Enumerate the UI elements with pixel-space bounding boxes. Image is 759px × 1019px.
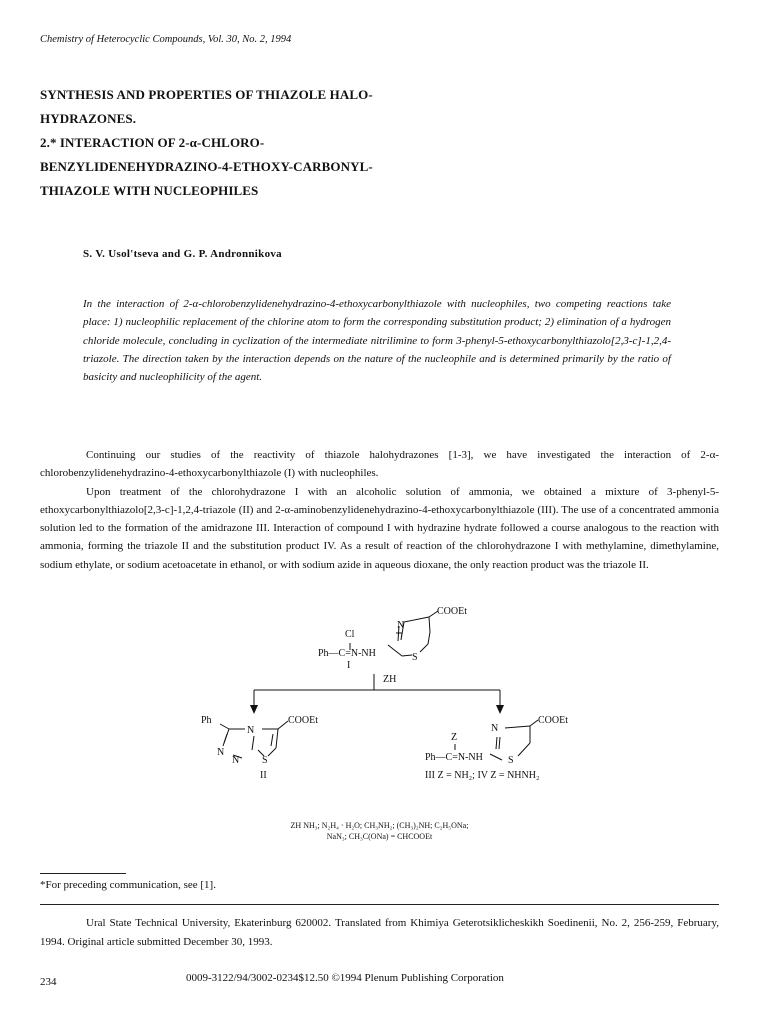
article-title <box>40 83 600 203</box>
n-atom: N <box>491 723 499 734</box>
compound-label-I: I <box>347 660 351 671</box>
cooet-label: COOEt <box>288 715 318 726</box>
arrow-head-left <box>250 705 258 714</box>
paragraph: Upon treatment of the chlorohydrazone I with an alcoholic solution of ammonia, we obtained a mixture of 3-phenyl-5-ethoxycarbonylthiazolo[2,3-c]-1,2,4-triazole (II) and 2-α-aminobenzylidenehydrazino-4-ethoxycarbonylthiazole (III). The use of a concentrated ammonia solution led to the formation of the amidrazone III. Interaction of compound I with hydrazine hydrate followed a course analogous to the reaction with ammonia, forming the triazole II and the substitution product IV. As a result of reaction of the chlorohydrazone I with methylamine, dimethylamine, sodium ethylate, or sodium acetoacetate in ethanol, or with sodium azide in aqueous dioxane, the only reaction product was the triazole II. <box>40 485 719 571</box>
copyright-line: 0009-3122/94/3002-0234$12.50 ©1994 Plenum Publishing Corporation <box>186 972 504 984</box>
n-atom: N <box>397 620 405 631</box>
body-text <box>40 446 719 574</box>
title-line: HYDRAZONES. <box>40 111 137 126</box>
abstract: In the interaction of 2-α-chlorobenzylidenehydrazino-4-ethoxycarbonylthiazole with nucleophiles, two competing reactions take place: 1) nucleophilic replacement of the chlorine atom to form the corresponding substitution product; 2) elimination of a hydrogen chloride molecule, concluding in cyclization of the intermediate nitrilimine to form 3-phenyl-5-ethoxycarbonylthiazolo[2,3-c]-1,2,4-triazole. The direction taken by the interaction depends on the nature of the nucleophile and is determined primarily by the ratio of basicity and nucleophilicity of the agent. <box>83 298 671 384</box>
reagents-line: NaN₃; CH₃C(ONa) = CHCOOEt <box>326 832 433 841</box>
compound-label-III-IV: III Z = NH₂; IV Z = NHNH₂ <box>425 770 540 781</box>
ph-label-II: Ph <box>201 715 212 726</box>
s-atom: S <box>412 652 418 663</box>
compound-label-II: II <box>260 770 267 781</box>
paragraph: Continuing our studies of the reactivity of thiazole halohydrazones [1-3], we have investigated the interaction of 2-α-chlorobenzylidenehydrazino-4-ethoxycarbonylthiazole (I) with nucleophiles. <box>40 449 719 480</box>
ph-chain-III: Ph—C=N-NH <box>425 752 483 763</box>
footnote-divider <box>40 873 126 874</box>
cl-atom: Cl <box>345 629 355 640</box>
reagents-list <box>0 820 759 842</box>
arrow-head-right <box>496 705 504 714</box>
zh-label: ZH <box>383 674 397 685</box>
reagents-line: ZH NH₃; N₂H₄ · H₂O; CH₃NH₂; (CH₃)₂NH; C₂H₅ONa; <box>290 821 469 830</box>
title-line: BENZYLIDENEHYDRAZINO-4-ETHOXY-CARBONYL- <box>40 159 373 174</box>
authors: S. V. Usol'tseva and G. P. Andronnikova <box>83 248 282 260</box>
s-atom: S <box>262 755 268 766</box>
n-atom: N <box>232 755 240 766</box>
title-line: 2.* INTERACTION OF 2-α-CHLORO- <box>40 135 265 150</box>
title-line: THIAZOLE WITH NUCLEOPHILES <box>40 183 259 198</box>
title-line: SYNTHESIS AND PROPERTIES OF THIAZOLE HALO- <box>40 87 373 102</box>
s-atom: S <box>508 755 514 766</box>
affiliation: Ural State Technical University, Ekaterinburg 620002. Translated from Khimiya Geterotsiklicheskikh Soedinenii, No. 2, 256-259, February, 1994. Original article submitted December 30, 1993. <box>40 917 719 948</box>
cooet-label: COOEt <box>437 606 467 617</box>
journal-header: Chemistry of Heterocyclic Compounds, Vol. 30, No. 2, 1994 <box>40 34 292 45</box>
footnote: *For preceding communication, see [1]. <box>40 879 216 891</box>
affiliation-divider <box>40 904 719 905</box>
page-number: 234 <box>40 976 57 988</box>
n-atom: N <box>217 747 225 758</box>
cooet-label: COOEt <box>538 715 568 726</box>
z-atom: Z <box>451 732 458 743</box>
n-atom: N <box>247 725 255 736</box>
ph-chain-I: Ph—C=N-NH <box>318 648 376 659</box>
